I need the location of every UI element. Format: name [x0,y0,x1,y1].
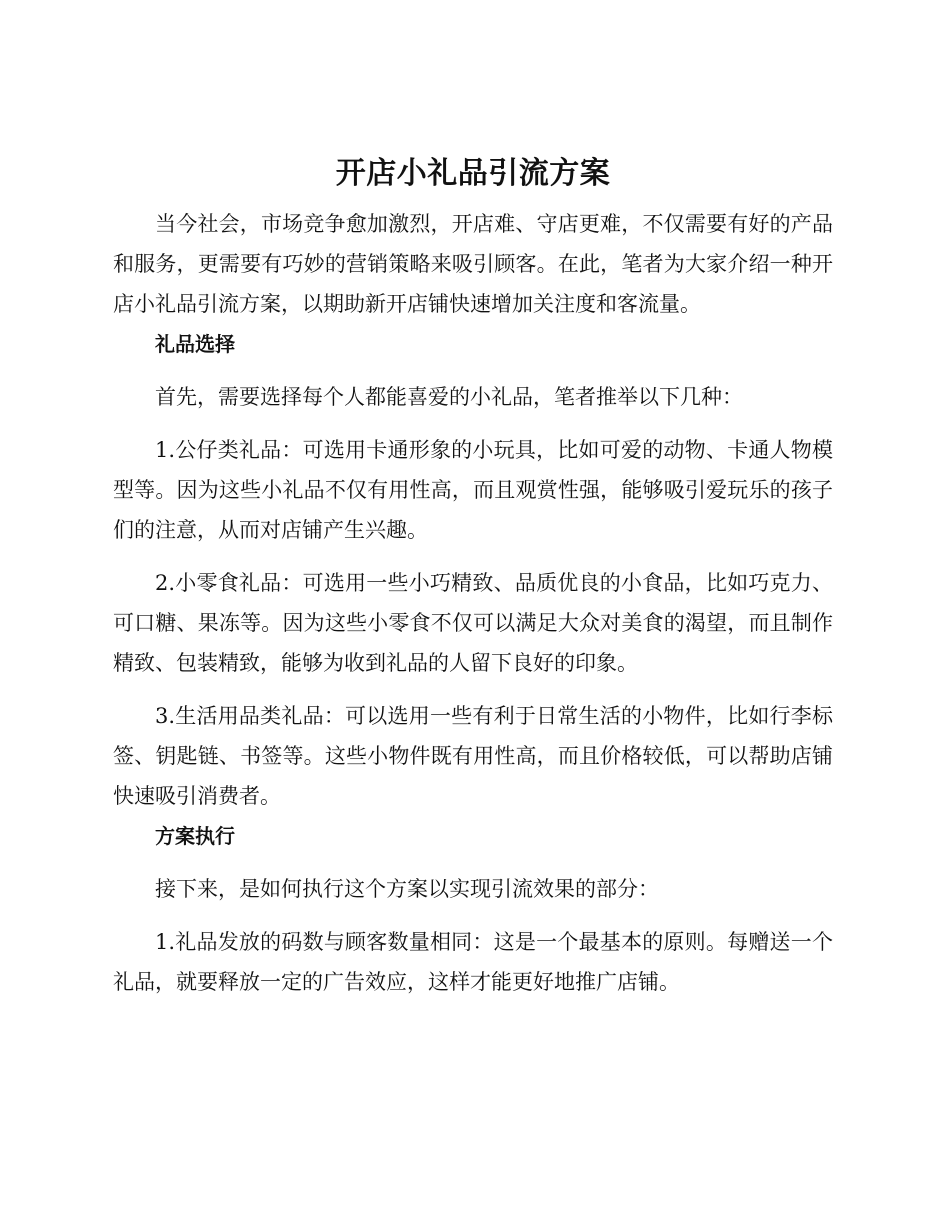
section-lead-execution: 接下来，是如何执行这个方案以实现引流效果的部分： [155,877,659,901]
intro-paragraph: 当今社会，市场竞争愈加激烈，开店难、守店更难，不仅需要有好的产品和服务，更需要有巧妙的营销策略来吸引顾客。在此，笔者为大家介绍一种开店小礼品引流方案，以期助新开店铺快速增加关注度和客流量。 [113,212,833,316]
execution-item-paragraph: 1.礼品发放的码数与顾客数量相同：这是一个最基本的原则。每赠送一个礼品，就要释放一定的广告效应，这样才能更好地推广店铺。 [113,930,833,994]
gift-item-paragraph: 3.生活用品类礼品：可以选用一些有利于日常生活的小物件，比如行李标签、钥匙链、书签等。这些小物件既有用性高，而且价格较低，可以帮助店铺快速吸引消费者。 [113,704,833,808]
section-heading-execution: 方案执行 [155,824,235,848]
gift-item-paragraph: 2.小零食礼品：可选用一些小巧精致、品质优良的小食品，比如巧克力、可口糖、果冻等。因为这些小零食不仅可以满足大众对美食的渴望，而且制作精致、包装精致，能够为收到礼品的人留下良好的印象。 [113,571,833,675]
document-page [113,150,833,1002]
document-title: 开店小礼品引流方案 [335,156,611,191]
gift-item-paragraph: 1.公仔类礼品：可选用卡通形象的小玩具，比如可爱的动物、卡通人物模型等。因为这些小礼品不仅有用性高，而且观赏性强，能够吸引爱玩乐的孩子们的注意，从而对店铺产生兴趣。 [113,438,833,542]
section-lead-gift-selection: 首先，需要选择每个人都能喜爱的小礼品，笔者推举以下几种： [155,385,743,409]
section-heading-gift-selection: 礼品选择 [155,332,235,356]
